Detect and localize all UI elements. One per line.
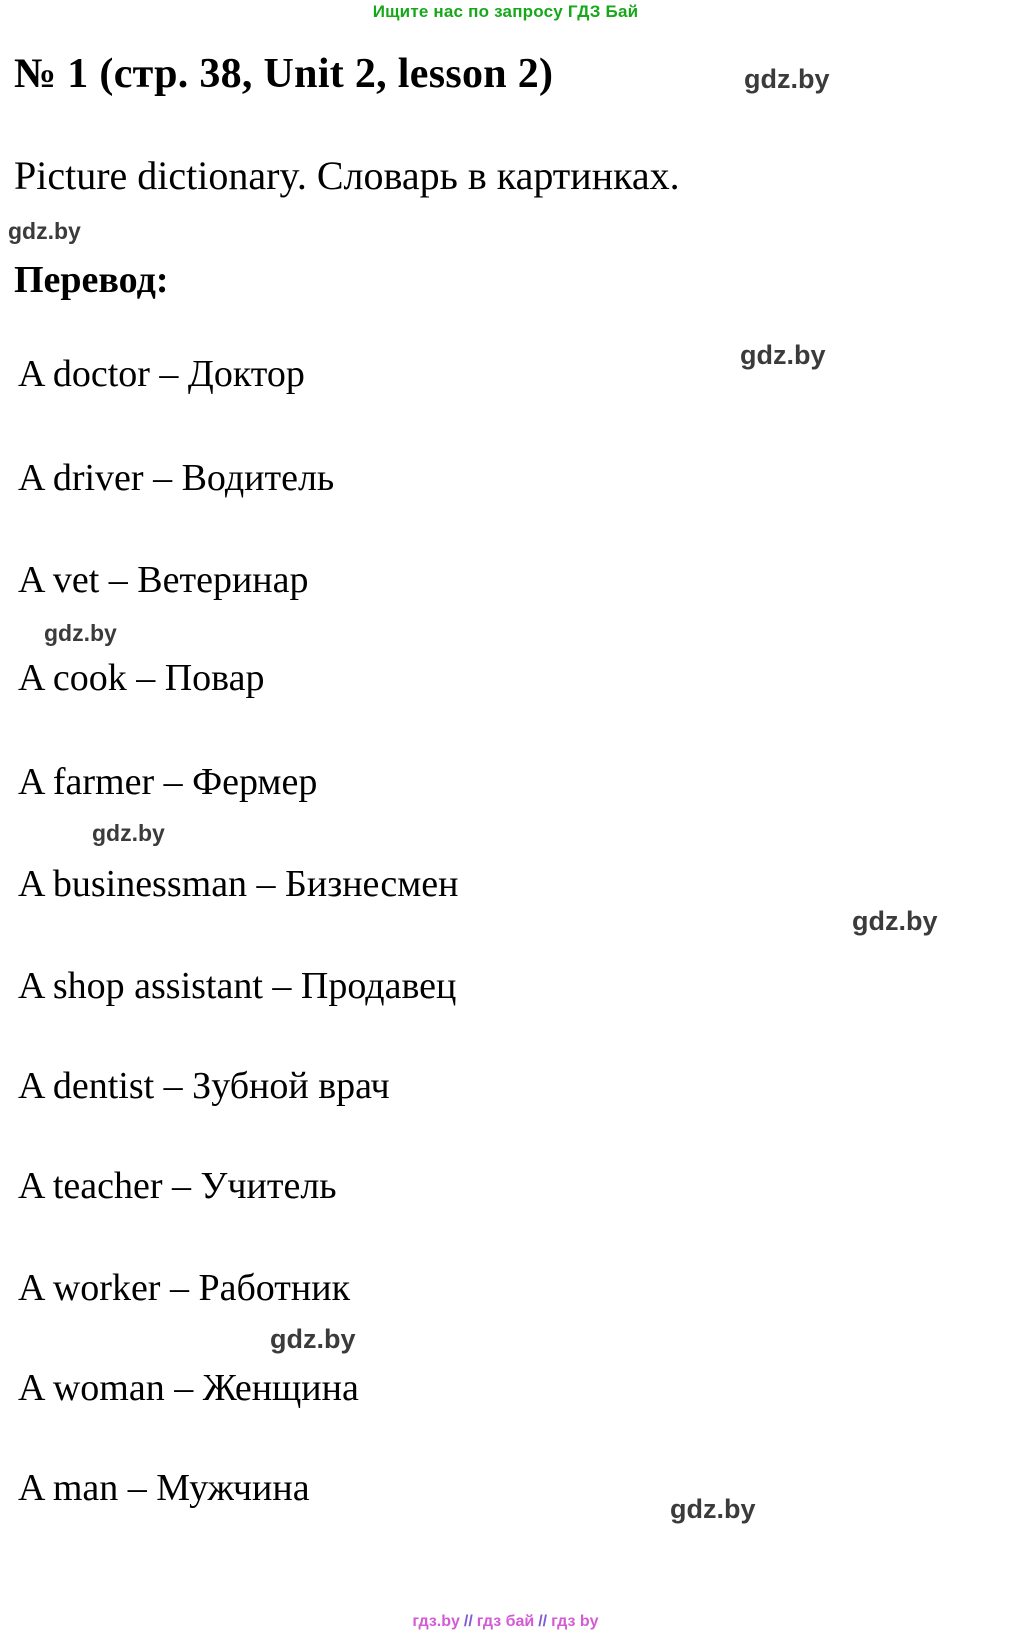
bottom-banner-mid: гдз бай bbox=[476, 1613, 535, 1630]
bottom-banner-left: гдз.by bbox=[412, 1613, 460, 1630]
vocab-entry: A doctor – Доктор bbox=[18, 353, 305, 395]
page-title: № 1 (стр. 38, Unit 2, lesson 2) bbox=[14, 51, 554, 97]
vocab-entry: A teacher – Учитель bbox=[18, 1165, 337, 1207]
watermark: gdz.by bbox=[92, 820, 165, 846]
vocab-entry: A worker – Работник bbox=[18, 1267, 351, 1309]
vocab-entry: A shop assistant – Продавец bbox=[18, 965, 457, 1007]
translation-label: Перевод: bbox=[14, 259, 169, 301]
top-promo-banner: Ищите нас по запросу ГДЗ Бай bbox=[372, 2, 639, 21]
bottom-promo-banner bbox=[0, 1613, 1011, 1631]
watermark: gdz.by bbox=[44, 620, 117, 646]
vocab-entry: A man – Мужчина bbox=[18, 1467, 310, 1509]
watermark: gdz.by bbox=[270, 1324, 356, 1354]
bottom-banner-separator-2: // bbox=[538, 1613, 548, 1630]
watermark: gdz.by bbox=[744, 64, 830, 94]
bottom-banner-separator-1: // bbox=[463, 1613, 473, 1630]
vocab-entry: A businessman – Бизнесмен bbox=[18, 863, 459, 905]
vocab-entry: A vet – Ветеринар bbox=[18, 559, 309, 601]
vocab-entry: A driver – Водитель bbox=[18, 457, 335, 499]
watermark: gdz.by bbox=[852, 906, 938, 936]
vocab-entry: A dentist – Зубной врач bbox=[18, 1065, 390, 1107]
page-subtitle: Picture dictionary. Словарь в картинках. bbox=[14, 153, 680, 198]
watermark: gdz.by bbox=[8, 218, 81, 244]
vocab-entry: A cook – Повар bbox=[18, 657, 265, 699]
watermark: gdz.by bbox=[740, 340, 826, 370]
vocab-entry: A woman – Женщина bbox=[18, 1367, 359, 1409]
vocab-entry: A farmer – Фермер bbox=[18, 761, 318, 803]
bottom-banner-right: гдз by bbox=[551, 1613, 599, 1630]
watermark: gdz.by bbox=[670, 1494, 756, 1524]
